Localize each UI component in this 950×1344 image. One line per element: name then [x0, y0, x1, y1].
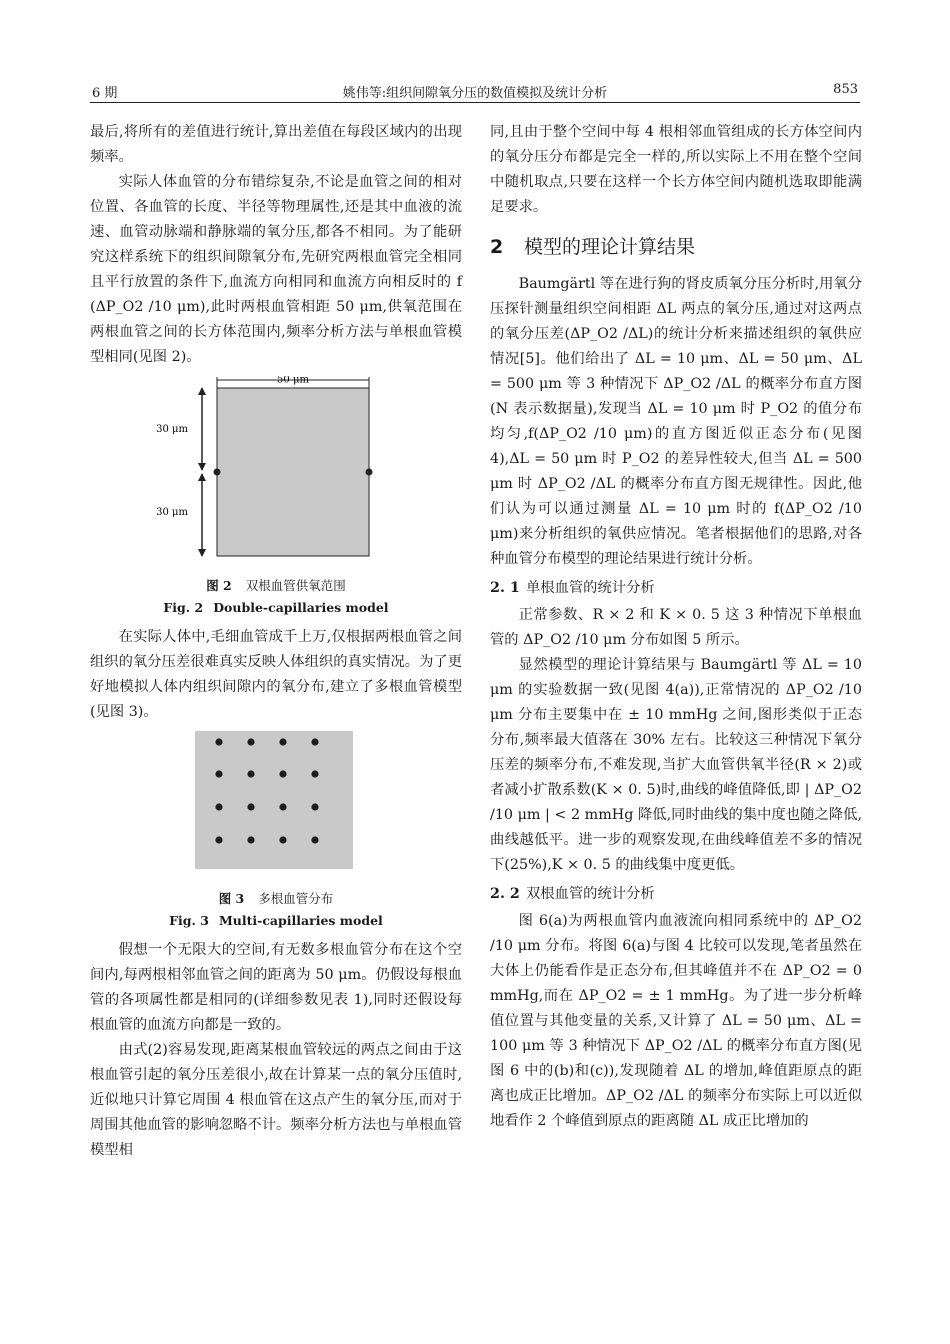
subsection-heading: 2. 1 单根血管的统计分析	[490, 580, 655, 596]
paragraph: 在实际人体中,毛细血管成千上万,仅根据两根血管之间组织的氧分压差很难真实反映人体组织的真实情况。为了更好地模拟人体内组织间隙内的氧分布,建立了多根血管模型(见图 3)。	[90, 629, 462, 720]
capillary-dot	[311, 803, 318, 810]
capillary-dot	[215, 803, 222, 810]
capillary-right	[366, 469, 373, 476]
capillary-dot	[311, 770, 318, 777]
paragraph: Baumgärtl 等在进行狗的肾皮质氧分压分析时,用氧分压探针测量组织空间相距 ΔL 两点的氧分压,通过对这两点的氧分压差(ΔP_O2 /ΔL)的统计分析来描述组织的氧供应情况[5]。他们给出了 ΔL = 10 μm、ΔL = 50 μm、ΔL = 500 μm 等 3 种情况下 ΔP_O2 /ΔL 的概率分布直方图(N 表示数据量),发现当 ΔL = 10 μm 时 P_O2 的值分布均匀,f(ΔP_O2 /10 μm)的直方图近似正态分布(见图 4),ΔL = 50 μm 时 P_O2 的差异性较大,但当 ΔL = 500 μm 时 ΔP_O2 /ΔL 的概率分布直方图无规律性。因此,他们认为可以通过测量 ΔL = 10 μm 时的 f(ΔP_O2 /10 μm)来分析组织的氧供应情况。笔者根据他们的思路,对各种血管分布模型的理论结果进行统计分析。	[490, 276, 862, 567]
paragraph: 显然模型的理论计算结果与 Baumgärtl 等 ΔL = 10 μm 的实验数据一致(见图 4(a)),正常情况的 ΔP_O2 /10 μm 分布主要集中在 ± 10 mmHg 之间,图形类似于正态分布,频率最大值落在 30% 左右。比较这三种情况下氧分压差的频率分布,不难发现,当扩大血管供氧半径(R × 2)或者减小扩散系数(K × 0. 5)时,曲线的峰值降低,即 | ΔP_O2 /10 μm | < 2 mmHg 降低,同时曲线的集中度也随之降低,曲线越低平。进一步的观察发现,在曲线峰值差不多的情况下(25%),K × 0. 5 的曲线集中度更低。	[490, 657, 862, 873]
capillary-dot	[311, 738, 318, 745]
capillary-dot	[279, 836, 286, 843]
capillary-dot	[247, 738, 254, 745]
issue-number: 6 期	[92, 86, 118, 101]
capillary-dot	[279, 770, 286, 777]
capillary-dot	[247, 770, 254, 777]
capillary-dot	[311, 836, 318, 843]
capillary-left	[214, 469, 221, 476]
supply-region	[217, 388, 369, 556]
upper-distance-label: 30 μm	[156, 424, 188, 435]
paragraph: 最后,将所有的差值进行统计,算出差值在每段区域内的出现频率。	[90, 124, 462, 165]
figure-3-caption-en: Fig. 3 Multi-capillaries model	[169, 913, 383, 928]
capillary-dot	[215, 738, 222, 745]
figure-3-caption-cn: 图 3 多根血管分布	[218, 891, 334, 906]
lower-distance-label: 30 μm	[156, 507, 188, 518]
figure-2-caption-en: Fig. 2 Double-capillaries model	[163, 600, 389, 615]
running-header	[90, 78, 860, 103]
multi-capillaries-diagram	[90, 731, 462, 879]
section-heading: 2 模型的理论计算结果	[490, 236, 696, 258]
capillary-dot	[247, 803, 254, 810]
capillary-dot	[279, 803, 286, 810]
right-column	[490, 120, 862, 1134]
running-title: 姚伟等:组织间隙氧分压的数值模拟及统计分析	[342, 86, 608, 101]
paragraph: 同,且由于整个空间中每 4 根相邻血管组成的长方体空间内的氧分压分布都是完全一样的,所以实际上不用在整个空间中随机取点,只要在这样一个长方体空间内随机选取即能满足要求。	[490, 124, 862, 215]
width-label: 50 μm	[277, 376, 309, 386]
paragraph: 由式(2)容易发现,距离某根血管较远的两点之间由于这根血管引起的氧分压差很小,故在计算某一点的氧分压值时,近似地只计算它周围 4 根血管在这点产生的氧分压,而对于周围其他血管的影响忽略不计。频率分析方法也与单根血管模型相	[90, 1042, 462, 1158]
paragraph: 正常参数、R × 2 和 K × 0. 5 这 3 种情况下单根血管的 ΔP_O2 /10 μm 分布如图 5 所示。	[490, 607, 862, 648]
page-number: 853	[833, 82, 858, 97]
tissue-region	[195, 731, 353, 869]
left-column	[90, 120, 462, 1163]
paragraph: 实际人体血管的分布错综复杂,不论是血管之间的相对位置、各血管的长度、半径等物理属性,还是其中血液的流速、血管动脉端和静脉端的氧分压,都各不相同。为了能研究这样系统下的组织间隙氧分布,先研究两根血管完全相同且平行放置的条件下,血流方向相同和血流方向相反时的 f (ΔP_O2 /10 μm),此时两根血管相距 50 μm,供氧范围在两根血管之间的长方体范围内,频率分析方法与单根血管模型相同(见图 2)。	[90, 174, 462, 365]
subsection-heading: 2. 2 双根血管的统计分析	[490, 886, 655, 902]
paragraph: 图 6(a)为两根血管内血液流向相同系统中的 ΔP_O2 /10 μm 分布。将图 6(a)与图 4 比较可以发现,笔者虽然在大体上仍能看作是正态分布,但其峰值并不在 ΔP_O2 = 0 mmHg,而在 ΔP_O2 = ± 1 mmHg。为了进一步分析峰值位置与其他变量的关系,又计算了 ΔL = 50 μm、ΔL = 100 μm 等 3 种情况下 ΔP_O2 /ΔL 的概率分布直方图(见图 6 中的(b)和(c)),发现随着 ΔL 的增加,峰值距原点的距离也成正比增加。ΔP_O2 /ΔL 的频率分布实际上可以近似地看作 2 个峰值到原点的距离随 ΔL 成正比增加的	[490, 913, 862, 1129]
figure-3	[90, 731, 462, 932]
figure-2	[90, 376, 462, 619]
capillary-dot	[215, 836, 222, 843]
paragraph: 假想一个无限大的空间,有无数多根血管分布在这个空间内,每两根相邻血管之间的距离为 50 μm。仍假设每根血管的各项属性都是相同的(详细参数见表 1),同时还假设每根血管的血流方向都是一致的。	[90, 942, 462, 1033]
figure-2-caption-cn: 图 2 双根血管供氧范围	[206, 578, 346, 593]
double-capillaries-diagram	[90, 376, 462, 566]
capillary-dot	[247, 836, 254, 843]
capillary-dot	[279, 738, 286, 745]
capillary-dot	[215, 770, 222, 777]
